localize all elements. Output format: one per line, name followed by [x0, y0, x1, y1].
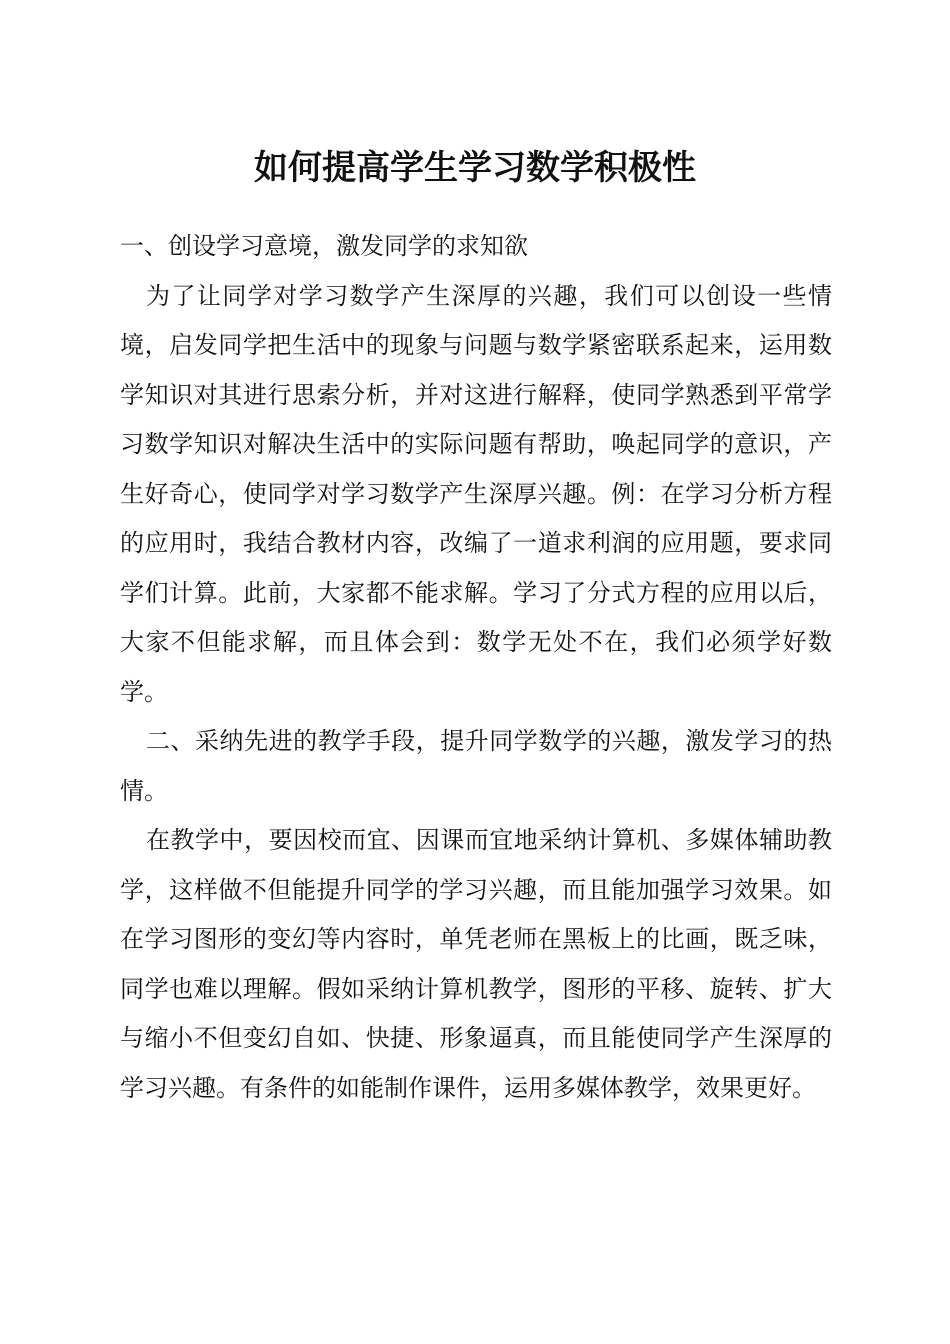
- section-heading-1: 一、创设学习意境，激发同学的求知欲: [120, 232, 528, 260]
- body-paragraph-1: 为了让同学对学习数学产生深厚的兴趣，我们可以创设一些情境，启发同学把生活中的现象与问题与数学紧密联系起来，运用数学知识对其进行思索分析，并对这进行解释，使同学熟悉到平常学习数学知识对解决生活中的实际问题有帮助，唤起同学的意识，产生好奇心，使同学对学习数学产生深厚兴趣。例：在学习分析方程的应用时，我结合教材内容，改编了一道求利润的应用题，要求同学们计算。此前，大家都不能求解。学习了分式方程的应用以后，大家不但能求解，而且体会到：数学无处不在，我们必须学好数学。: [120, 281, 832, 706]
- body-paragraph-2: 在教学中，要因校而宜、因课而宜地采纳计算机、多媒体辅助教学，这样做不但能提升同学的学习兴趣，而且能加强学习效果。如在学习图形的变幻等内容时，单凭老师在黑板上的比画，既乏味，同学也难以理解。假如采纳计算机教学，图形的平移、旋转、扩大与缩小不但变幻自如、快捷、形象逼真，而且能使同学产生深厚的学习兴趣。有条件的如能制作课件，运用多媒体教学，效果更好。: [120, 826, 832, 1102]
- document-title: 如何提高学生学习数学积极性: [254, 148, 696, 188]
- document-body: [120, 222, 832, 1113]
- section-heading-2: 二、采纳先进的教学手段，提升同学数学的兴趣，激发学习的热情。: [120, 727, 832, 805]
